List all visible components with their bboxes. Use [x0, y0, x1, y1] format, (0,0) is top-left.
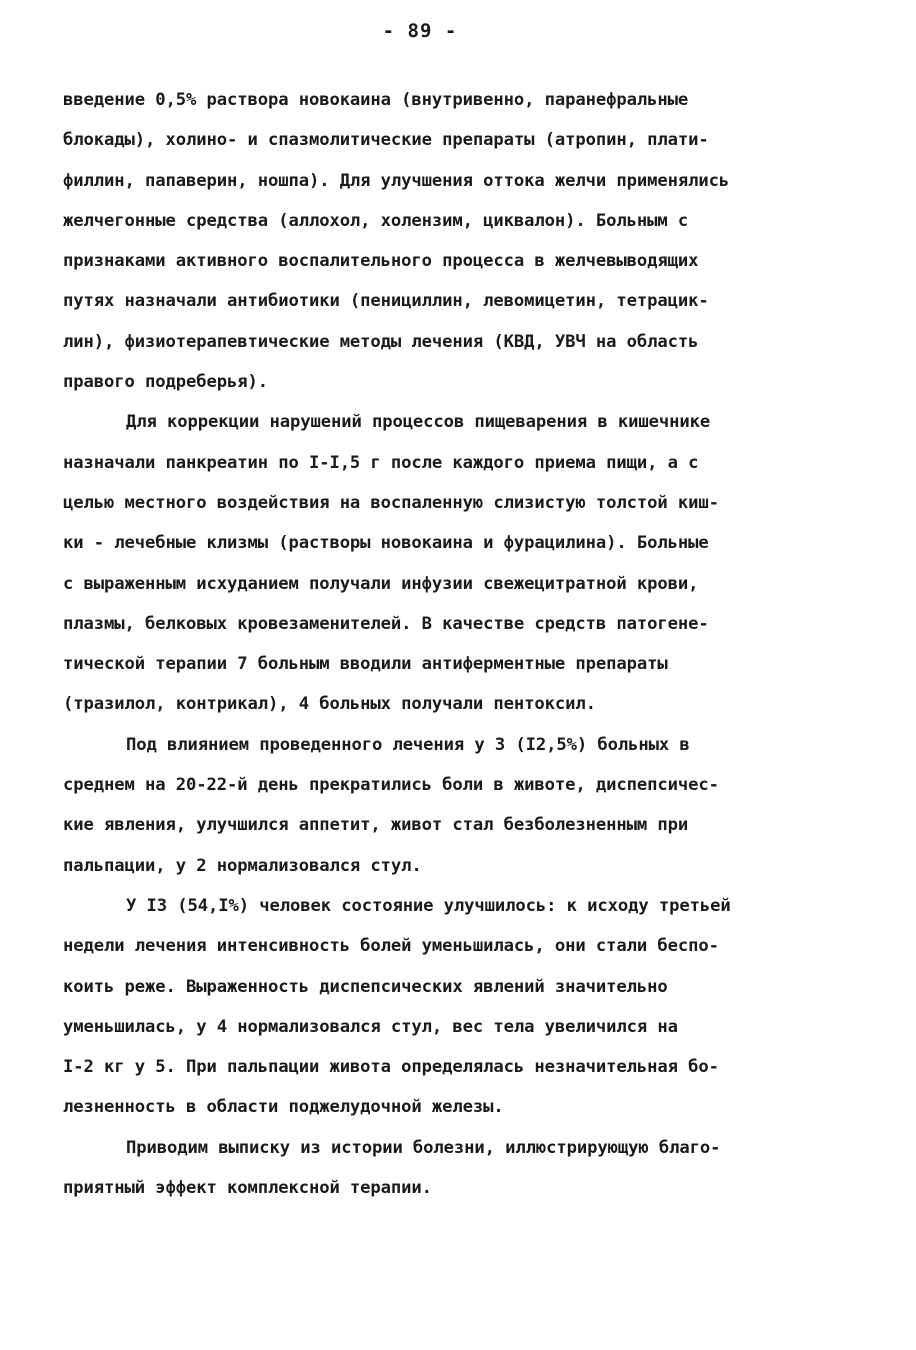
text-line: недели лечения интенсивность болей уменьшилась, они стали беспо-: [63, 936, 719, 957]
text-line: блокады), холино- и спазмолитические препараты (атропин, плати-: [63, 130, 709, 151]
text-line: назначали панкреатин по I-I,5 г после каждого приема пищи, а с: [63, 452, 699, 473]
text-line: плазмы, белковых кровезаменителей. В качестве средств патогене-: [63, 613, 709, 634]
text-line: введение 0,5% раствора новокаина (внутривенно, паранефральные: [63, 90, 689, 110]
text-line: тической терапии 7 больным вводили антиферментные препараты: [63, 654, 668, 675]
body-text: [63, 80, 863, 1208]
text-line: правого подреберья).: [63, 372, 268, 393]
text-line: (тразилол, контрикал), 4 больных получали пентоксил.: [63, 694, 596, 715]
text-line: кие явления, улучшился аппетит, живот стал безболезненным при: [63, 815, 689, 836]
text-line: желчегонные средства (аллохол, холензим, циквалон). Больным с: [63, 210, 689, 231]
text-line: среднем на 20-22-й день прекратились боли в животе, диспепсичес-: [63, 775, 719, 796]
text-line: пальпации, у 2 нормализовался стул.: [63, 855, 422, 876]
text-line: I-2 кг у 5. При пальпации живота определялась незначительная бо-: [63, 1057, 719, 1078]
text-line: ки - лечебные клизмы (растворы новокаина и фурацилина). Больные: [63, 533, 709, 554]
text-line: Для коррекции нарушений процессов пищеварения в кишечнике: [126, 412, 711, 433]
text-line: филлин, папаверин, ношпа). Для улучшения оттока желчи применялись: [63, 170, 730, 191]
text-line: целью местного воздействия на воспаленную слизистую толстой киш-: [63, 492, 719, 513]
text-line: с выраженным исхуданием получали инфузии свежецитратной крови,: [63, 573, 699, 594]
text-line: коить реже. Выраженность диспепсических явлений значительно: [63, 976, 668, 997]
text-line: приятный эффект комплексной терапии.: [63, 1178, 432, 1199]
text-line: лезненность в области поджелудочной железы.: [63, 1097, 504, 1118]
text-line: признаками активного воспалительного процесса в желчевыводящих: [63, 251, 699, 272]
text-line: лин), физиотерапевтические методы лечения (КВД, УВЧ на область: [63, 331, 699, 352]
page-number: - 89 -: [382, 20, 458, 42]
text-line: Под влиянием проведенного лечения у 3 (I2,5%) больных в: [126, 734, 690, 755]
text-line: Приводим выписку из истории болезни, иллюстрирующую благо-: [126, 1137, 721, 1158]
text-line: уменьшилась, у 4 нормализовался стул, вес тела увеличился на: [63, 1016, 678, 1037]
text-line: путях назначали антибиотики (пенициллин, левомицетин, тетрацик-: [63, 291, 709, 312]
text-line: У I3 (54,I%) человек состояние улучшилось: к исходу третьей: [126, 895, 731, 916]
